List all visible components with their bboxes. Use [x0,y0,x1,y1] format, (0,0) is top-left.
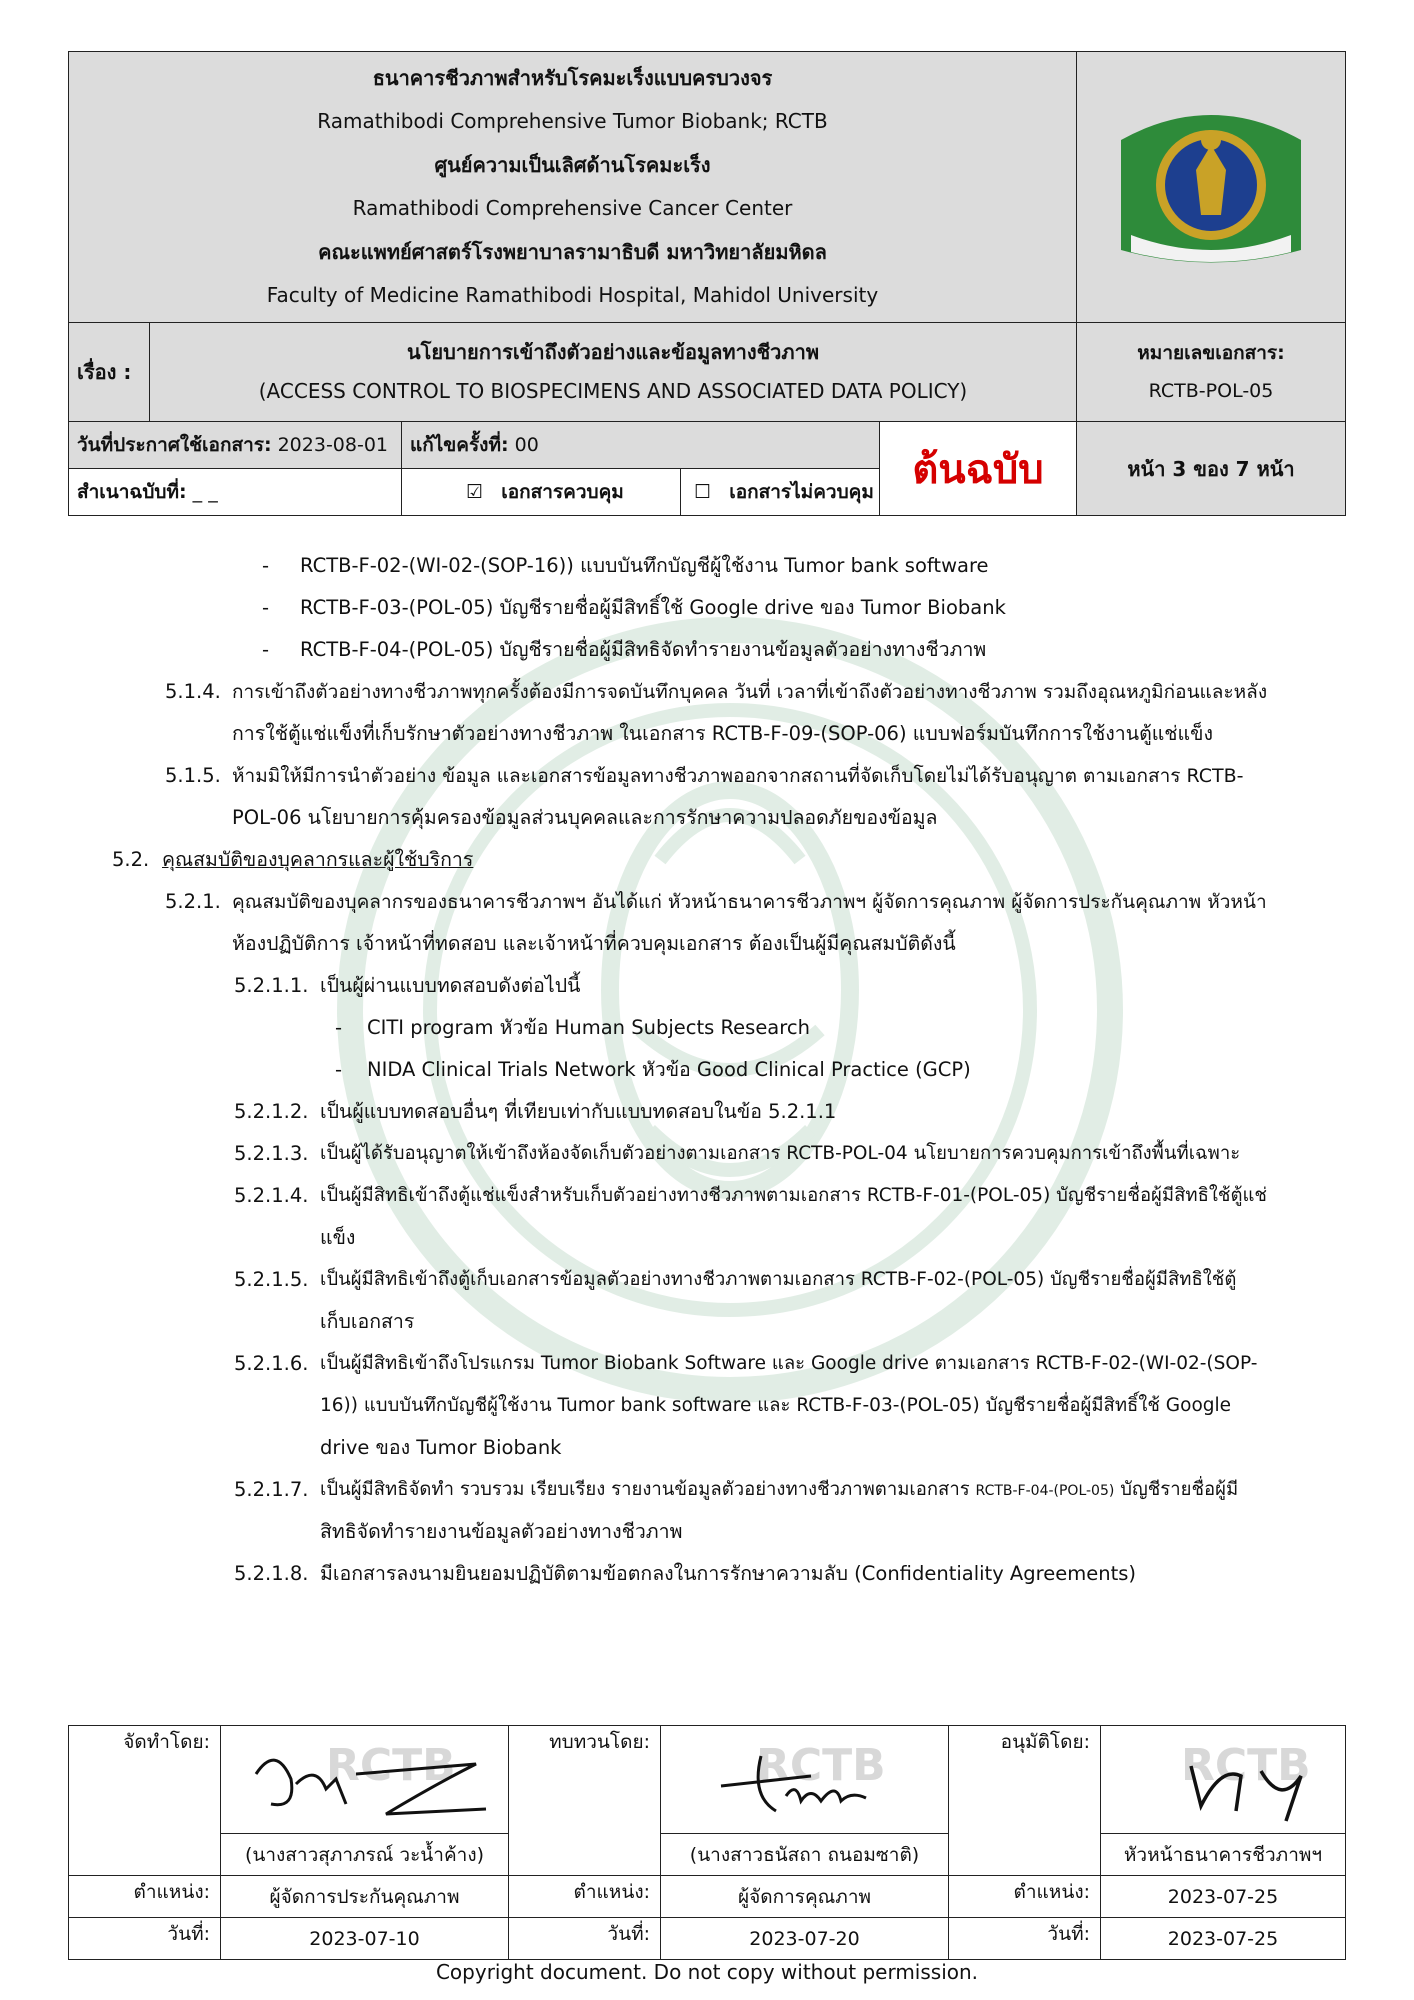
sub-clause-number: 5.2.1.6. [234,1352,309,1375]
sub-clause-text-part: บัญชีรายชื่อผู้มี [1120,1479,1239,1500]
controlled-checkbox-icon: ☑ [466,481,484,503]
test-item-2: NIDA Clinical Trials Network หัวข้อ Good Clinical Practice (GCP) [367,1058,971,1081]
signature-scribble-icon [701,1736,901,1826]
org-line-5: คณะแพทย์ศาสตร์โรงพยาบาลรามาธิบดี มหาวิทยาลัยมหิดล [318,239,827,264]
org-line-4: Ramathibodi Comprehensive Cancer Center [352,196,793,220]
clause-text: การใช้ตู้แช่แข็งที่เก็บรักษาตัวอย่างทางชีวภาพ ในเอกสาร RCTB-F-09-(SOP-06) แบบฟอร์มบันทึกการใช้งานตู้แช่แข็ง [232,722,1213,745]
revision-cell [401,422,879,469]
reviewed-position: ผู้จัดการคุณภาพ [661,1876,949,1918]
clause-text: คุณสมบัติของบุคลากรของธนาคารชีวภาพฯ อันได้แก่ หัวหน้าธนาคารชีวภาพฯ ผู้จัดการคุณภาพ ผู้จัดการประกันคุณภาพ หัวหน้า [232,891,1267,913]
position-label: ตำแหน่ง: [509,1876,661,1918]
position-label: ตำแหน่ง: [69,1876,221,1918]
sub-clause-number: 5.2.1.3. [234,1142,309,1165]
bullet-dash: - [262,554,270,577]
sub-clause-text-part: เป็นผู้มีสิทธิจัดทำ รวบรวม เรียบเรียง รายงานข้อมูลตัวอย่างทางชีวภาพตามเอกสาร [320,1479,970,1500]
clause-number: 5.1.5. [165,764,221,787]
uncontrolled-checkbox-icon: ☐ [694,481,712,503]
org-line-3: ศูนย์ความเป็นเลิศด้านโรคมะเร็ง [434,152,711,177]
sub-clause-text: 16)) แบบบันทึกบัญชีผู้ใช้งาน Tumor bank software และ RCTB-F-03-(POL-05) บัญชีรายชื่อผู้มีสิทธิ์ใช้ Google [320,1395,1232,1416]
sub-clause-text: drive ของ Tumor Biobank [320,1436,562,1459]
prepared-date: 2023-07-10 [221,1918,509,1960]
sub-clause-number: 5.2.1.5. [234,1268,309,1291]
sub-clause-text: เป็นผู้มีสิทธิเข้าถึงโปรแกรม Tumor Biobank Software และ Google drive ตามเอกสาร RCTB-F-02-(WI-02-(SOP- [320,1353,1258,1374]
sub-clause-number: 5.2.1.7. [234,1478,309,1501]
signature-scribble-icon [1151,1736,1351,1826]
org-line-1: ธนาคารชีวภาพสำหรับโรคมะเร็งแบบครบวงจร [372,65,773,90]
approved-position: 2023-07-25 [1101,1876,1346,1918]
bullet-item-1: RCTB-F-02-(WI-02-(SOP-16)) แบบบันทึกบัญชีผู้ใช้งาน Tumor bank software [300,554,989,577]
signature-scribble-icon [236,1734,496,1824]
revision-label: แก้ไขครั้งที่: [409,434,509,456]
revision-number: 00 [514,434,539,456]
doc-number: RCTB-POL-05 [1148,380,1274,402]
sub-clause-text: เป็นผู้แบบทดสอบอื่นๆ ที่เทียบเท่ากับแบบทดสอบในข้อ 5.2.1.1 [320,1100,837,1123]
document-header [68,51,1346,516]
sub-clause-number: 5.2.1.2. [234,1100,309,1123]
section-number: 5.2. [112,848,150,871]
approved-date: 2023-07-25 [1101,1918,1346,1960]
bullet-dash: - [335,1058,343,1081]
bullet-item-3: RCTB-F-04-(POL-05) บัญชีรายชื่อผู้มีสิทธิจัดทำรายงานข้อมูลตัวอย่างทางชีวภาพ [300,638,987,661]
copy-number: _ _ [192,481,218,503]
date-label: วันที่: [949,1918,1101,1960]
clause-number: 5.2.1. [165,890,221,913]
position-label: ตำแหน่ง: [949,1876,1101,1918]
rctb-watermark: RCTB [756,1740,886,1791]
uncontrolled-label: เอกสารไม่ควบคุม [729,481,874,503]
section-heading: คุณสมบัติของบุคลากรและผู้ใช้บริการ [162,848,474,871]
bullet-dash: - [262,596,270,619]
logo-cell [1077,52,1346,323]
sub-clause-text: เก็บเอกสาร [320,1310,415,1333]
clause-text: การเข้าถึงตัวอย่างทางชีวภาพทุกครั้งต้องมีการจดบันทึกบุคคล วันที่ เวลาที่เข้าถึงตัวอย่างทางชีวภาพ รวมถึงอุณหภูมิก่อนและหลัง [232,681,1268,703]
date-label: วันที่: [69,1918,221,1960]
controlled-doc-cell [401,469,680,516]
controlled-label: เอกสารควบคุม [501,481,624,503]
sub-clause-text: เป็นผู้ผ่านแบบทดสอบดังต่อไปนี้ [320,974,581,997]
effective-date: 2023-08-01 [277,434,389,456]
sub-clause-text: แข็ง [320,1226,356,1249]
reviewed-by-label: ทบทวนโดย: [509,1726,661,1876]
clause-text: ห้ามมิให้มีการนำตัวอย่าง ข้อมูล และเอกสารข้อมูลทางชีวภาพออกจากสถานที่จัดเก็บโดยไม่ได้รับอนุญาต ตามเอกสาร RCTB- [232,765,1244,787]
approved-signature [1101,1726,1346,1834]
doc-number-label: หมายเลขเอกสาร: [1137,342,1285,364]
sub-clause-number: 5.2.1.1. [234,974,309,997]
prepared-position: ผู้จัดการประกันคุณภาพ [221,1876,509,1918]
subject-thai: นโยบายการเข้าถึงตัวอย่างและข้อมูลทางชีวภาพ [406,340,819,364]
sub-clause-text: เป็นผู้ได้รับอนุญาตให้เข้าถึงห้องจัดเก็บตัวอย่างตามเอกสาร RCTB-POL-04 นโยบายการควบคุมการเข้าถึงพื้นที่เฉพาะ [320,1143,1241,1164]
reviewed-date: 2023-07-20 [661,1918,949,1960]
bullet-item-2: RCTB-F-03-(POL-05) บัญชีรายชื่อผู้มีสิทธิ์ใช้ Google drive ของ Tumor Biobank [300,596,1006,619]
clause-text: ห้องปฏิบัติการ เจ้าหน้าที่ทดสอบ และเจ้าหน้าที่ควบคุมเอกสาร ต้องเป็นผู้มีคุณสมบัติดังนี้ [232,932,956,955]
prepared-by-label: จัดทำโดย: [69,1726,221,1876]
effective-date-label: วันที่ประกาศใช้เอกสาร: [77,434,272,456]
clause-number: 5.1.4. [165,680,221,703]
copyright-notice: Copyright document. Do not copy without permission. [435,1960,979,1984]
subject-cell [150,323,1077,422]
sub-clause-text: เป็นผู้มีสิทธิเข้าถึงตู้แช่แข็งสำหรับเก็บตัวอย่างทางชีวภาพตามเอกสาร RCTB-F-01-(POL-05) บัญชีรายชื่อผู้มีสิทธิใช้ตู้แช่ [320,1185,1267,1206]
org-line-6: Faculty of Medicine Ramathibodi Hospital, Mahidol University [266,283,879,307]
bullet-dash: - [335,1016,343,1039]
subject-english: (ACCESS CONTROL TO BIOSPECIMENS AND ASSOCIATED DATA POLICY) [258,379,968,403]
rctb-watermark: RCTB [1181,1740,1311,1791]
effective-date-cell [69,422,402,469]
clause-text: POL-06 นโยบายการคุ้มครองข้อมูลส่วนบุคคลและการรักษาความปลอดภัยของข้อมูล [232,806,938,829]
approved-name: หัวหน้าธนาคารชีวภาพฯ [1101,1834,1346,1876]
signature-table [68,1725,1346,1960]
approved-by-label: อนุมัติโดย: [949,1726,1101,1876]
sub-clause-number: 5.2.1.8. [234,1562,309,1585]
uncontrolled-doc-cell [680,469,879,516]
page-info: หน้า 3 ของ 7 หน้า [1077,422,1346,516]
mahidol-logo-icon [1111,100,1311,270]
sub-clause-number: 5.2.1.4. [234,1184,309,1207]
sub-clause-text: สิทธิจัดทำรายงานข้อมูลตัวอย่างทางชีวภาพ [320,1520,683,1543]
sub-clause-text [320,1469,1238,1512]
date-label: วันที่: [509,1918,661,1960]
copy-number-cell [69,469,402,516]
sub-clause-text: มีเอกสารลงนามยินยอมปฏิบัติตามข้อตกลงในการรักษาความลับ (Confidentiality Agreements) [320,1562,1136,1585]
doc-number-cell [1077,323,1346,422]
prepared-name: (นางสาวสุภาภรณ์ วะน้ำค้าง) [221,1834,509,1876]
copy-number-label: สำเนาฉบับที่: [77,481,187,503]
test-item-1: CITI program หัวข้อ Human Subjects Research [367,1016,810,1039]
institution-block [69,52,1077,323]
reviewed-name: (นางสาวธนัสถา ถนอมซาติ) [661,1834,949,1876]
rctb-watermark: RCTB [326,1740,456,1791]
subject-label: เรื่อง : [69,323,150,422]
form-reference: RCTB-F-04-(POL-05) [975,1483,1115,1499]
reviewed-signature [661,1726,949,1834]
bullet-dash: - [262,638,270,661]
org-line-2: Ramathibodi Comprehensive Tumor Biobank; RCTB [317,109,828,133]
sub-clause-text: เป็นผู้มีสิทธิเข้าถึงตู้เก็บเอกสารข้อมูลตัวอย่างทางชีวภาพตามเอกสาร RCTB-F-02-(POL-05) บัญชีรายชื่อผู้มีสิทธิใช้ตู้ [320,1269,1237,1290]
prepared-signature [221,1726,509,1834]
original-stamp: ต้นฉบับ [880,422,1077,516]
